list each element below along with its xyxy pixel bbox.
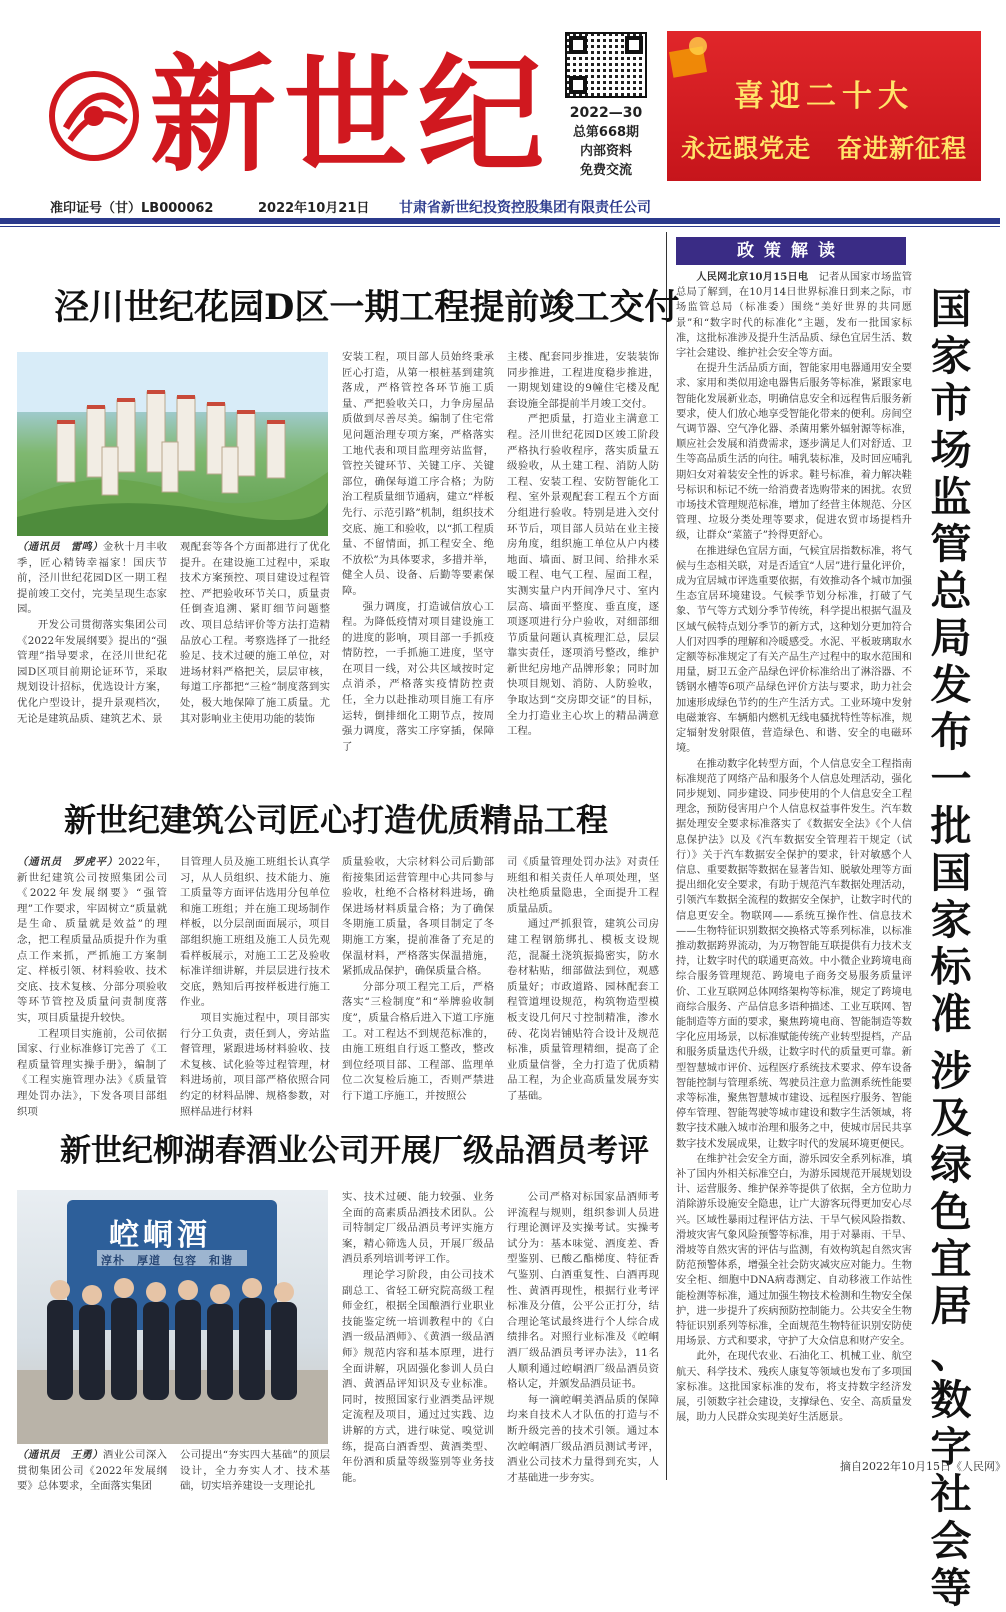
issue-number: 2022—30 [569,105,643,121]
article3-byline: （通讯员 王勇） [17,1449,103,1461]
article2-column-4: 司《质量管理处罚办法》对责任班组和相关责任人单项处理，坚决杜绝质量隐患，全面提升工程质量品质。 通过严抓狠管，建筑公司房建工程钢筋绑扎、模板支设规范，混凝土浇筑振捣密实，防水卷材粘贴，细部做法到位，观感质量好；市政道路、园林配套工程管道埋设规范，构筑物造型模板支设几何尺寸控制精准，渗水砖、花岗岩铺贴符合设计及规范标准，质量管理精细，提高了企业质量信誉，全力打造了优质精品工程，为企业高质量发展夯实了基础。 [507,856,659,1102]
article1-column-3: 安装工程，项目部人员始终秉承匠心打造，从第一根桩基到建筑落成，严格管控各环节施工质量、严把验收关口，力争房屋品质做到尽善尽美。编制了住宅常见问题治理专项方案，严格落实工地代表和项目监理旁站监督，管控关键环节、关键工序、关键部位，确保每道工序合格；为防治工程质量细节通病，建立“样板先行、示范引路”机制，组织技术交底、施工和验收，以“抓工程质量、不留情面，抓工程安全、绝不放松”为具体要求，多措并举，健全人员、设备、后勤等要素保障。 强力调度，打造诚信放心工程。为降低疫情对项目建设施工的进度的影响，项目部一手抓疫情防控，一手抓施工进度，坚守在项目一线，对公共区域按时定点消杀，严格落实疫情防控责任，全力以赴推动项目施工有序运转，倒排细化工期节点，按周强力调度，落实工序穿插，保障了 [342,351,494,753]
article2-byline: （通讯员 罗虎平） [17,856,119,868]
internal-note: 内部资料 [579,144,632,159]
print-permit: 准印证号（甘）LB000062 [50,201,214,216]
masthead-rule [0,218,1000,224]
policy-section-label: 政策解读 [676,237,906,265]
star-icon [689,37,707,55]
article1-byline: （通讯员 雷鸣） [17,541,103,553]
masthead-info-bar [45,193,665,217]
article1-title: 泾川世纪花园D区一期工程提前竣工交付 [54,287,680,328]
issue-info [556,32,656,182]
article1-column-2: 观配套等各个方面都进行了优化提升。在建设施工过程中，采取技术方案预控、项目建设过程管控、严把验收环节关口，质量责任倒查追溯、紧盯细节问题整改、项目总结评价等方法打造精品放心工程。考察选择了一批经验足、技术过硬的施工单位，对进场材料严格把关，层层审核，每道工序都把“三检”制度落到实处，极大地保障了施工质量。尤其对影响业主使用功能的装饰 [180,541,330,725]
article3-photo [17,1190,328,1444]
publish-date: 2022年10月21日 [258,201,370,216]
article3-column-3: 实、技术过硬、能力较强、业务全面的高素质品酒技术团队。公司特制定厂级品酒员考评实施方案，精心筛选人员，开展厂级品酒员系列培训考评工作。 理论学习阶段，由公司技术副总工、省轻工研究院高级工程师金红，根据全国酿酒行业职业技能鉴定统一培训教程中的《白酒一级品酒师》、《黄酒一级品酒师》规范内容和基本原理，进行全面讲解，巩固强化参训人员白酒、黄酒品评知识及专业标准。同时，按照国家行业酒类品评规定流程及项目，通过过实践、边讲解的方式，进行味觉、嗅觉训练，提高白酒香型、黄酒类型、年份酒和质量等级鉴别等业务技能。 [342,1191,494,1484]
company-logo-icon [48,70,140,162]
article3-title: 新世纪柳湖春酒业公司开展厂级品酒员考评 [60,1133,649,1169]
article3-column-2: 公司提出“夯实四大基础”的顶层设计，全力夯实人才、技术基础，切实培养建设一支理论扎 [180,1449,330,1493]
policy-dateline: 人民网北京10月15日电 [696,271,809,283]
article3-column-4: 公司严格对标国家品酒师考评流程与规则，组织参训人员进行理论测评及实操考试。实操考试分为：基本味觉、酒度差、香型鉴别、已酸乙酯梯度、特征香气鉴别、白酒重复性、白酒再现性、黄酒再现性，根据行业考评标准及分值，公平公正打分，结合理论笔试最终进行个人综合成绩排名。对照行业标准及《崆峒酒厂级品酒员考评办法》，11名人顺利通过崆峒酒厂级品酒员资格认定，并颁发品酒员证书。 每一滴崆峒美酒品质的保障均来自技术人才队伍的打造与不断升级完善的技术引领。通过本次崆峒酒厂级品酒员测试考评，酒业公司技术力量得到充实，人才基础进一步夯实。 [507,1191,659,1484]
policy-vertical-title: 国 家 市 场 监 管 总 局 发 布 一 批 国 家 标 准 涉 及 绿 色 宜 居 、 数 字 社 会 等 [930,285,972,1612]
masthead-rule-thin [0,226,1000,227]
article1-column-4: 主楼、配套同步推进，安装装饰同步推进，工程进度稳步推进，一期规划建设的9幢住宅楼及配套设施全部提前半月竣工交付。 严把质量，打造业主满意工程。泾川世纪花园D区竣工阶段严格执行验收程序，落实质量五级验收，从土建工程、消防人防工程、安装工程、安防智能化工程、室外景观配套工程五个方面分组进行验收。特别是进入交付环节后，项目部人员站在业主接房角度，组织施工单位从户内楼地面、墙面、厨卫间、给排水采暖工程、电气工程、屋面工程，实测实量户内开间净尺寸、室内层高、墙面平整度、垂直度，逐项逐项进行分户验收，对细部细节质量问题认真梳理汇总，层层靠实责任，逐项消号整改，维护新世纪房地产品牌形象；同时加快项目规划、消防、人防验收，争取达到“交房即交证”的目标，全力打造业主心坎上的精品满意工程。 [507,351,659,738]
banner-line-2: 永远跟党走 奋进新征程 [680,134,967,163]
free-note: 免费交流 [579,163,632,178]
newspaper-logo-text: 新世纪 [150,41,552,189]
photo-banner-text: 淳朴 厚道 包容 和谐 [101,1254,233,1267]
banner-line-1: 喜迎二十大 [734,79,914,114]
policy-article-body: 人民网北京10月15日电 记者从国家市场监管总局了解到，在10月14日世界标准日到来之际，市场监管总局（标准委）围绕“美好世界的共同愿景”和“数字时代的标准化”主题，发布一批国家标准，这批标准涉及提升生活品质、绿色宜居生活、数字社会建设、维护社会安全等方面。 在提升生活品质方面，智能家用电器通用安全要求、家用和类似用途电器售后服务等标准，紧跟家电智能化发展新业态，明确信息安全和远程售后服务新要求，使人们放心地享受智能化带来的便利。房间空气调节器、空气净化器、杀菌用紫外辐射源等标准，顺应社会发展和消费需求，逐步满足人们对舒适、卫生等高品质生活的向往。哺乳装标准，及时回应哺乳期妇女对着装安全性的诉求。鞋号标准，着力解决鞋号标识和标记不统一给消费者选购带来的困扰。农贸市场技术管理规范标准，增加了经营主体规范、分区管理、垃圾分类处理等要求，促进农贸市场提档升级，让群众“菜篮子”拎得更舒心。 在推进绿色宜居方面，气候宜居指数标准，将气候与生态相关联，对是否适宜“人居”进行量化评价，成为宜居城市评选重要依据，有效推动各个城市加强生态宜居环境建设。气候季节划分标准，打破了气象、节气等方式划分季节传统，科学提出根据气温及区域气候特点划分季节的新方式，这种划分更加符合人们对四季的理解和冷暖感受。水泥、平板玻璃取水定额等标准规定了有关产品生产过程中的取水范围和用量，厨卫五金产品绿色评价标准给出了淋浴器、不锈钢水槽等6项产品绿色评价方法与要求，助力社会加速形成绿色节约的生产生活方式。工业环境中发射电磁兼容、车辆船内燃机无线电骚扰特性等标准，规定辐射发射限值，营造绿色、和谐、安全的电磁环境。 在推动数字化转型方面，个人信息安全工程指南标准规范了网络产品和服务个人信息处理活动，强化同步规划、同步建设、同步使用的个人信息安全工程理念，预防侵害用户个人信息权益事件发生。汽车数据处理安全要求标准落实了《数据安全法》《个人信息保护法》以及《汽车数据安全管理若干规定（试行）》关于汽车数据安全保护的要求，针对敏感个人信息、重要数据等数据在显著告知、脱敏处理等方面提出细化安全要求，有助于规范汽车数据处理活动，引领汽车数据全流程的数据安全保护，让数字时代的信息更安全。物联网——系统互操作性、信息技术——生物特征识别数据交换格式等系列标准，以标准推动数据跨界流动，为万物智能互联提供有力技术支持，让数字时代的联通更高效。中小微企业跨境电商综合服务管理规范、跨境电子商务交易服务质量评价、工业互联网总体网络架构等标准，规定了跨境电商综合服务、产品信息多语种描述、工业互联网、智能制造等方面的要求，聚焦跨境电商、智能制造等数字化应用场景，以标准赋能传统产业转型提档，产品和服务质量迭代升级，让数字时代的质量更可靠。新型智慧城市评价、远程医疗系统技术要求、停车设备智能控制与管理系统、驾驶员注意力监测系统性能要求等标准，聚焦智慧城市建设、远程医疗服务、智能停车管理、智能驾驶等城市建设和数字生活领域，将数字技术融入城市治理和服务之中，使城市居民共享数字技术发展成果，让数字时代的发展环境更便民。 在维护社会安全方面，游乐园安全系列标准，填补了国内外相关标准空白，为游乐园规范开展规划设计、运营服务、维护保养等提供了依据，全方位助力消除游乐设施安全隐患，让广大游客玩得更加安心尽兴。区域性暴雨过程评估方法、干旱气候风险指数、滑坡灾害气象风险预警等标准，用于对暴雨、干旱、滑坡等自然灾害的评估与监测，有效构筑起自然灾害防范预警体系，增强全社会防灾减灾应对能力。生物安全柜、细胞中DNA病毒测定、自动移液工作站性能检测等标准，通过加强生物技术检测和生物安全保护，进一步提升了疾病预防控制能力。公共安全生物特征识别系列等标准，全面规范生物特征识别安防使用场景、方式和要求，守护了大众信息和财产安全。 此外，在现代农业、石油化工、机械工业、航空航天、科学技术、残疾人康复等领域也发布了多项国家标准。这批国家标准的发布，将支持数字经济发展，引领数字社会建设，支撑绿色、安全、高质量发展，助力人民群众实现美好生活愿景。 [676,271,913,1424]
article1-column-1: （通讯员 雷鸣）金秋十月丰收季，匠心精铸幸福家！国庆节前，泾川世纪花园D区一期工程提前竣工交付，完美呈现生态家园。 开发公司贯彻落实集团公司《2022年发展纲要》提出的“强管理”指导要求，在泾川世纪花园D区项目前期论证环节，采取规划设计招标，优选设计方案，优化户型设计，提升景观档次，无论是建筑品质、建筑艺术、景 [17,541,168,725]
column-divider [666,232,667,1480]
qr-code-icon [565,32,647,98]
article3-column-1: （通讯员 王勇）酒业公司深入贯彻集团公司《2022年发展纲要》总体要求，全面落实集团 [17,1449,168,1493]
article2-column-2: 目管理人员及施工班组长认真学习，从人员组织、技术能力、施工质量等方面评估选用分包单位和施工班组；并在施工现场制作样板，以分层剖面面展示，项目部组织施工班组及施工人员先观看样板展示，对施工工艺及验收标准详细讲解，并层层进行技术交底，熟知后再按样板进行施工作业。 项目实施过程中，项目部实行分工负责，责任到人，旁站监督管理，紧跟进场材料验收、技术复核、试化验等过程管理，材料进场前，项目部严格依照合同约定的材料品牌、规格参数，对照样品进行材料 [180,856,330,1118]
article2-title: 新世纪建筑公司匠心打造优质精品工程 [64,801,609,839]
residential-buildings-icon [17,352,328,536]
celebration-banner [667,31,981,181]
photo-sign-text: 崆峒酒 [109,1218,211,1253]
masthead [0,0,1000,218]
policy-source: 摘自2022年10月15日《人民网》 [840,1460,1006,1473]
article2-column-3: 质量验收，大宗材料公司后勤部衔接集团运营管理中心共同参与验收，杜绝不合格材料进场，确保进场材料质量合格；为了确保冬期施工质量，各项目制定了冬期施工方案，提前准备了充足的保温材料，严格落实保温措施，紧抓成品保护，确保质量合格。 分部分项工程完工后，严格落实“三检制度”和“举牌验收制度”，质量合格后进入下道工序施工。对工程达不到规范标准的，由施工班组自行返工整改，整改到位经项目部、工程部、监理单位二次复检后施工，否则严禁进行下道工序施工，并按照公 [342,856,494,1102]
total-issue: 总第668期 [572,125,640,140]
article2-column-1: （通讯员 罗虎平）2022年，新世纪建筑公司按照集团公司《2022年发展纲要》“强管理”工作要求，牢固树立“质量就是生命、质量就是效益”的理念，把工程质量品质提升作为重点工作来抓，严抓施工方案制定、样板引领、材料验收、技术交底、技术复核、分部分项验收等环节管控及质量问责制度落实，项目质量提升较快。 工程项目实施前，公司依据国家、行业标准修订完善了《工程质量管理实操手册》，编制了《工程实施管理办法》《质量管理处罚办法》，下发各项目部组织项 [17,856,168,1118]
article1-photo [17,352,328,536]
publisher-name: 甘肃省新世纪投资控股集团有限责任公司 [399,200,651,216]
